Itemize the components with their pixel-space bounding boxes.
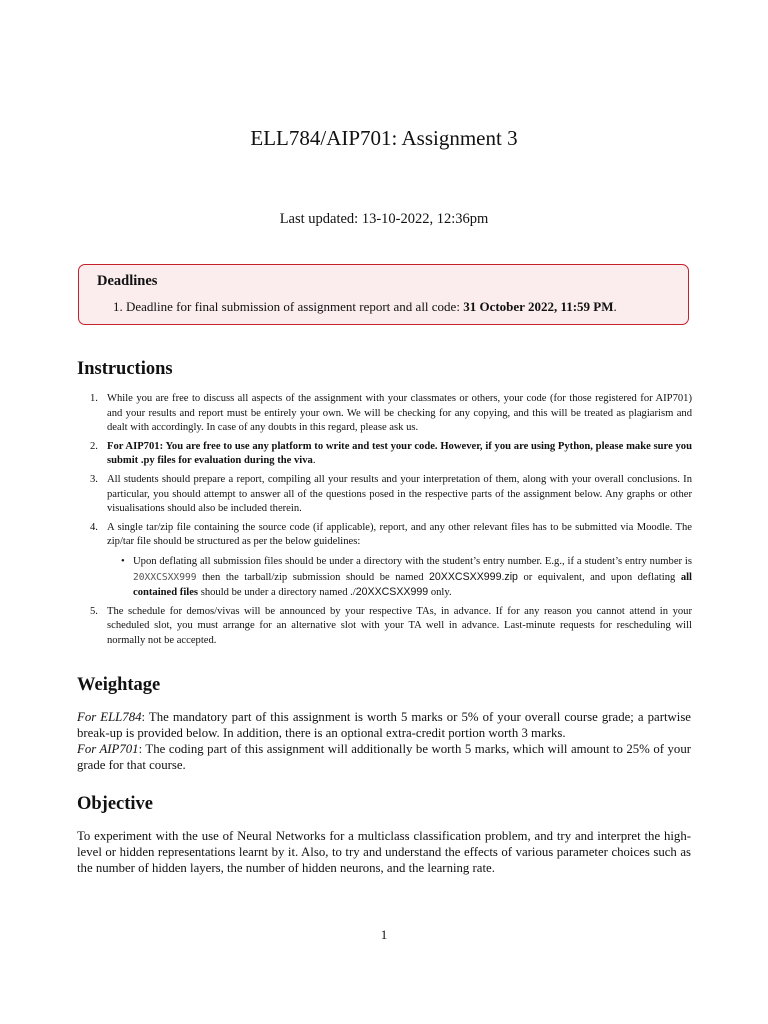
list-item bbox=[90, 521, 692, 601]
sub-item-text-part4: should be under a directory named ./ bbox=[198, 587, 356, 599]
sub-item-text-part2: then the tarball/zip submission should be named bbox=[196, 571, 430, 583]
objective-text: To experiment with the use of Neural Networks for a multiclass classification problem, and try and interpret the high-level or hidden representations learnt by it. Also, to try and understand the effects of various parameter choices such as the number of hidden layers, the number of hidden neurons, and the learning rate. bbox=[77, 829, 691, 875]
list-item bbox=[90, 473, 692, 517]
weightage-heading: Weightage bbox=[77, 675, 161, 695]
weightage-ell-text: : The mandatory part of this assignment is worth 5 marks or 5% of your overall course grade; a partwise break-up is provided below. In addition, there is an optional extra-credit portion worth 3 marks. bbox=[77, 710, 691, 740]
list-item-bold-text: For AIP701: You are free to use any platform to write and test your code. However, if you are using Python, please make sure you submit .py files for evaluation during the viva bbox=[107, 440, 692, 467]
deadlines-heading: Deadlines bbox=[97, 273, 158, 289]
list-item-number: 3. bbox=[90, 473, 98, 485]
weightage-ell-label: For ELL784 bbox=[77, 710, 142, 724]
deadline-item-text: Deadline for final submission of assignment report and all code: bbox=[126, 299, 464, 314]
list-item-number: 2. bbox=[90, 440, 98, 452]
zip-filename: 20XXCSXX999.zip bbox=[429, 570, 518, 583]
sub-item-bold-text: all contained files bbox=[133, 571, 692, 599]
list-item bbox=[90, 605, 692, 649]
instructions-heading: Instructions bbox=[77, 359, 173, 379]
list-item-text: All students should prepare a report, compiling all your results and your interpretation of them, along with your overall conclusions. In particular, you should attempt to answer all of the questions posed in the respective parts of the assignment below. Any graphs or other visualisations should also be included therein. bbox=[107, 473, 692, 515]
list-item bbox=[90, 440, 692, 469]
list-item-number: 4. bbox=[90, 521, 98, 533]
deadlines-box bbox=[78, 264, 689, 325]
sub-list-item bbox=[121, 555, 692, 601]
document-title: ELL784/AIP701: Assignment 3 bbox=[250, 126, 518, 150]
list-item-text: While you are free to discuss all aspects of the assignment with your classmates or others, your code (for those registered for AIP701) and your results and report must be entirely your own. We will be checking for any copying, and this will be treated as plagiarism and dealt with accordingly. In case of any doubts in this regard, please ask us. bbox=[107, 393, 692, 434]
weightage-text bbox=[77, 709, 691, 773]
deadline-date: 31 October 2022, 11:59 PM bbox=[463, 299, 614, 314]
weightage-aip-text: : The coding part of this assignment will additionally be worth 5 marks, which will amount to 25% of your grade for that course. bbox=[77, 742, 691, 772]
entry-number-code: 20XXCSXX999 bbox=[133, 571, 197, 583]
deadline-item-suffix: . bbox=[613, 299, 617, 314]
deadline-item-number: 1. bbox=[113, 299, 123, 314]
sub-item-text-part3: or equivalent, and upon deflating bbox=[517, 571, 681, 583]
page-number: 1 bbox=[380, 927, 388, 942]
weightage-aip-label: For AIP701 bbox=[77, 742, 139, 756]
list-item-text: A single tar/zip file containing the source code (if applicable), report, and any other relevant files has to be submitted via Moodle. The zip/tar file should be structured as per the below guidelines: bbox=[107, 521, 692, 548]
list-item-number: 5. bbox=[90, 605, 98, 617]
list-item-text: The schedule for demos/vivas will be announced by your respective TAs, in advance. If for any reason you cannot attend in your scheduled slot, you must arrange for an alternative slot with your TA well in advance. Last-minute requests for rescheduling will normally not be accepted. bbox=[107, 605, 692, 646]
last-updated: Last updated: 13-10-2022, 12:36pm bbox=[279, 211, 489, 227]
bullet-icon: • bbox=[121, 555, 125, 567]
list-item bbox=[90, 392, 692, 436]
deadline-item bbox=[113, 299, 617, 315]
list-item-suffix: . bbox=[312, 455, 316, 467]
instructions-list bbox=[90, 392, 692, 653]
sub-list bbox=[107, 555, 692, 601]
objective-heading: Objective bbox=[77, 794, 154, 814]
weightage-aip bbox=[77, 741, 691, 773]
sub-item-text-part1: Upon deflating all submission files should be under a directory with the student’s entry number. E.g., if a student’s entry number is bbox=[133, 555, 692, 567]
list-item-number: 1. bbox=[90, 393, 98, 404]
sub-item-text-part5: only. bbox=[428, 587, 452, 599]
directory-name: 20XXCSXX999 bbox=[355, 586, 429, 599]
weightage-ell bbox=[77, 709, 691, 741]
